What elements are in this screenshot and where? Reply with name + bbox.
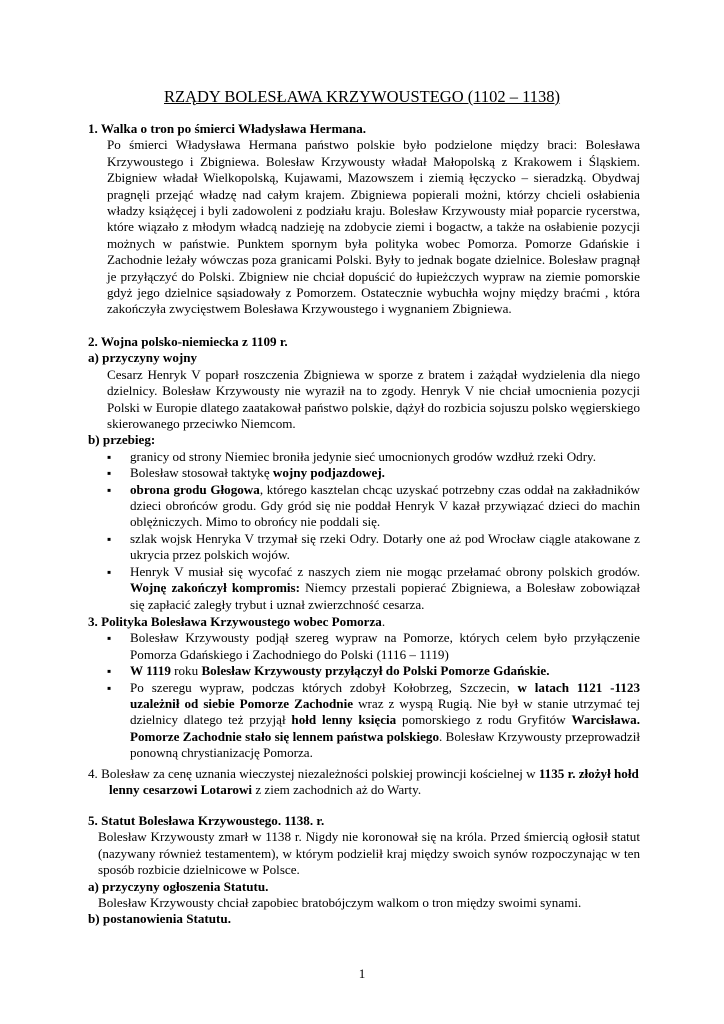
section-2b-heading: b) przebieg: xyxy=(88,432,156,448)
document-title: RZĄDY BOLESŁAWA KRZYWOUSTEGO (1102 – 1138) xyxy=(163,87,561,106)
section-2a-heading: a) przyczyny wojny xyxy=(88,350,198,366)
section-4 xyxy=(88,766,640,799)
list-item: ▪ Bolesław Krzywousty podjął szereg wypraw na Pomorze, których celem było przyłączenie Pomorza Gdańskiego i Zachodniego do Polski (1116 – 1119) xyxy=(130,630,640,663)
section-4-text: 4. Bolesław za cenę uznania wieczystej niezależności polskiej prowincji kościelnej w 1135 r. złożył hołd lenny cesarzowi Lotarowi z ziem zachodnich aż do Warty. xyxy=(88,766,639,798)
section-5 xyxy=(88,813,640,928)
page-number: 1 xyxy=(358,966,366,981)
list-item: ▪ Henryk V musiał się wycofać z naszych ziem nie mogąc przełamać obrony polskich grodów. Wojnę zakończył kompromis: Niemcy przestali popierać Zbigniewa, a Bolesław zobowiązał się zapłacić zaległy trybut i uznał zwierzchność cesarza. xyxy=(130,564,640,613)
section-2a-text: Cesarz Henryk V poparł roszczenia Zbigniewa w sporze z bratem i zażądał wydzielenia dla niego dzielnicy. Bolesław Krzywousty nie wyraził na to zgody. Henryk V nie chciał umocnienia pozycji Polski w Europie dlatego zaatakował państwo polskie, dążył do rozbicia sojuszu polsko węgierskiego skierowanego przeciwko Niemcom. xyxy=(107,366,640,432)
section-5a-text: Bolesław Krzywousty chciał zapobiec bratobójczym walkom o tron między swoimi synami. xyxy=(98,895,582,911)
section-2 xyxy=(88,334,640,613)
list-item: ▪ W 1119 roku Bolesław Krzywousty przyłączył do Polski Pomorze Gdańskie. xyxy=(130,663,640,679)
list-item: ▪ granicy od strony Niemiec broniła jedynie sieć umocnionych grodów wzdłuż rzeki Odry. xyxy=(130,449,640,465)
section-3-list xyxy=(88,630,640,761)
section-5-heading: 5. Statut Bolesława Krzywoustego. 1138. r. xyxy=(88,813,325,828)
section-2b-list xyxy=(88,449,640,613)
section-1 xyxy=(88,121,640,318)
list-item: ▪ obrona grodu Głogowa, którego kasztelan chcąc uzyskać potrzebny czas oddał na zakładników dzieci obrońców grodu. Gdy gród się nie poddał Henryk V kazał przywiązać dzieci do machin oblężniczych. Mimo to obrońcy nie poddali się. xyxy=(130,482,640,531)
section-3-heading: 3. Polityka Bolesława Krzywoustego wobec Pomorza. xyxy=(88,614,386,629)
section-3 xyxy=(88,614,640,762)
section-5a-heading: a) przyczyny ogłoszenia Statutu. xyxy=(88,878,269,894)
section-2-heading: 2. Wojna polsko-niemiecka z 1109 r. xyxy=(88,334,288,349)
section-5b-heading: b) postanowienia Statutu. xyxy=(88,911,231,927)
section-5-text: Bolesław Krzywousty zmarł w 1138 r. Nigdy nie koronował się na króla. Przed śmiercią ogłosił statut (nazywany również testamentem), w którym podzielił kraj między swoich synów rozpoczynając w ten sposób rozbicie dzielnicowe w Polsce. xyxy=(98,829,640,878)
section-1-text: Po śmierci Władysława Hermana państwo polskie było podzielone między braci: Bolesława Krzywoustego i Zbigniewa. Bolesław Krzywousty władał Małopolską z Krakowem i Śląskiem. Zbigniew władał Wielkopolską, Kujawami, Mazowszem i ziemią łęczycko – sieradzką. Obydwaj pragnęli przejąć władzę nad całym krajem. Zbigniewa popierali możni, którzy chcieli osłabienia władzy książęcej i byli zadowoleni z podziału kraju. Bolesław Krzywousty miał poparcie rycerstwa, które wiązało z młodym władcą nadzieję na zdobycie ziemi i bogactw, a także na osłabienie pozycji możnych w państwie. Punktem spornym była polityka wobec Pomorza. Pomorze Gdańskie i Zachodnie leżały wówczas poza granicami Polski. Były to jednak bogate dzielnice. Bolesław pragnął je przyłączyć do Polski. Zbigniew nie chciał dopuścić do łupieżczych wypraw na ziemie pomorskie gdyż jego dzielnice sąsiadowały z Pomorzem. Ostatecznie wybuchła wojny między braćmi , która zakończyła zwycięstwem Bolesława Krzywoustego i wygnaniem Zbigniewa. xyxy=(107,137,640,317)
section-1-heading: 1. Walka o tron po śmierci Władysława Hermana. xyxy=(88,121,367,136)
list-item: ▪ Bolesław stosował taktykę wojny podjazdowej. xyxy=(130,465,640,481)
list-item: ▪ szlak wojsk Henryka V trzymał się rzeki Odry. Dotarły one aż pod Wrocław ciągle atakowane z ukrycia przez polskich wojów. xyxy=(130,531,640,564)
list-item: ▪ Po szeregu wypraw, podczas których zdobył Kołobrzeg, Szczecin, w latach 1121 -1123 uzależnił od siebie Pomorze Zachodnie wraz z wyspą Rugią. Nie był w stanie utrzymać tej dzielnicy dlatego też przyjął hołd lenny księcia pomorskiego z rodu Gryfitów Warcisława. Pomorze Zachodnie stało się lennem państwa polskiego. Bolesław Krzywousty przeprowadził ponowną chrystianizację Pomorza. xyxy=(130,680,640,762)
